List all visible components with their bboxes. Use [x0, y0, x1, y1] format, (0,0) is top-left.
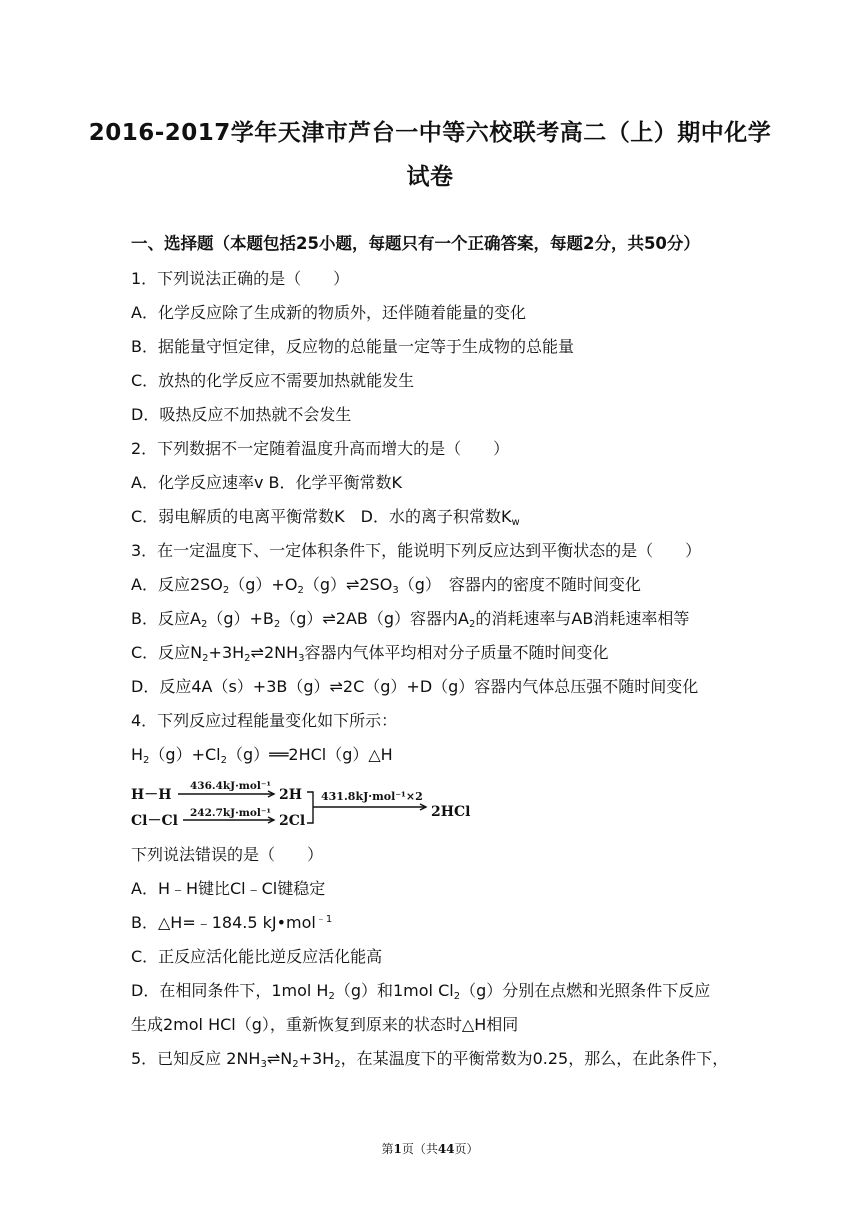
q1-stem: 1．下列说法正确的是（ ）: [131, 269, 350, 288]
subscript: 2: [469, 619, 476, 630]
q2-options-cd: [131, 507, 520, 527]
footer-page-number: 1: [393, 1142, 402, 1156]
text: （g）分别在点燃和光照条件下反应: [460, 981, 711, 1000]
q3-stem: 3．在一定温度下、一定体积条件下，能说明下列反应达到平衡状态的是（ ）: [131, 541, 702, 560]
text: 容器内气体平均相对分子质量不随时间变化: [304, 643, 609, 662]
subscript: 2: [297, 585, 304, 596]
superscript: ﹣1: [315, 914, 333, 925]
q2-options-cd-text: C．弱电解质的电离平衡常数K D．水的离子积常数K: [131, 507, 512, 526]
diagram-product-2cl: 2Cl: [279, 813, 306, 829]
text: H: [131, 745, 144, 764]
subscript: 2: [202, 653, 209, 664]
text: （g）⇌2SO: [303, 575, 393, 594]
q3-option-b: [131, 609, 689, 629]
text: 5．已知反应 2NH: [131, 1049, 261, 1068]
subscript: 2: [328, 991, 335, 1002]
text: ⇌2NH: [250, 643, 299, 662]
text: B．△H=﹣184.5 kJ•mol: [131, 913, 316, 932]
text: B．反应A: [131, 609, 201, 628]
subscript: 2: [222, 585, 230, 596]
subscript: 2: [244, 653, 251, 664]
diagram-clcl-label: Cl－Cl: [131, 813, 178, 829]
document-title-line1: 2016-2017学年天津市芦台一中等六校联考高二（上）期中化学: [88, 120, 772, 146]
subscript: 2: [200, 619, 208, 630]
footer-text: 第: [381, 1142, 394, 1156]
document-title-line2: 试卷: [406, 164, 454, 190]
text: （g）+Cl: [149, 745, 221, 764]
text: （g） 容器内的密度不随时间变化: [398, 575, 641, 594]
text: +3H: [208, 643, 245, 662]
q4-equation: [131, 745, 393, 765]
q1-option-c: C．放热的化学反应不需要加热就能发生: [131, 371, 415, 390]
subscript: 2: [334, 1059, 341, 1070]
bond-energy-diagram: [131, 778, 476, 830]
subscript: 2: [220, 755, 227, 766]
diagram-bracket: [307, 792, 313, 823]
diagram-energy-hh: 436.4kJ·mol⁻¹: [190, 780, 272, 792]
q3-option-d: D．反应4A（s）+3B（g）⇌2C（g）+D（g）容器内气体总压强不随时间变化: [131, 677, 699, 696]
q2-options-ab: A．化学反应速率v B．化学平衡常数K: [131, 473, 402, 492]
subscript: 2: [273, 619, 281, 630]
q4-option-d-line1: [131, 981, 710, 1001]
q4-option-b: [131, 913, 332, 933]
text: 的消耗速率与AB消耗速率相等: [475, 609, 690, 628]
footer-text: 页）: [454, 1142, 479, 1156]
diagram-energy-hcl: 431.8kJ·mol⁻¹×2: [321, 790, 423, 803]
text: C．反应N: [131, 643, 203, 662]
text: ，在某温度下的平衡常数为0.25，那么，在此条件下，: [340, 1049, 729, 1068]
subscript: w: [511, 517, 520, 528]
page-footer: [0, 1140, 860, 1157]
text: （g）══2HCl（g）△H: [226, 745, 393, 764]
text: +3H: [298, 1049, 335, 1068]
subscript: 2: [143, 755, 150, 766]
q3-option-a: [131, 575, 641, 595]
q4-ask: 下列说法错误的是（ ）: [131, 845, 324, 864]
q4-stem: 4．下列反应过程能量变化如下所示：: [131, 711, 398, 730]
text: （g）+O: [229, 575, 298, 594]
q1-option-b: B．据能量守恒定律，反应物的总能量一定等于生成物的总能量: [131, 337, 574, 356]
q5-stem: [131, 1049, 728, 1069]
subscript: 3: [392, 585, 399, 596]
q1-option-d: D．吸热反应不加热就不会发生: [131, 405, 352, 424]
q4-option-a: A．H﹣H键比Cl﹣Cl键稳定: [131, 879, 326, 898]
section-heading: 一、选择题（本题包括25小题，每题只有一个正确答案，每题2分，共50分）: [131, 234, 700, 253]
subscript: 3: [298, 653, 305, 664]
q4-option-d-line2: 生成2mol HCl（g），重新恢复到原来的状态时△H相同: [131, 1015, 519, 1034]
text: （g）和1mol Cl: [334, 981, 454, 1000]
subscript: 2: [292, 1059, 299, 1070]
subscript: 3: [260, 1059, 267, 1070]
footer-total-pages: 44: [437, 1142, 455, 1156]
text: （g）⇌2AB（g）容器内A: [280, 609, 470, 628]
q2-stem: 2．下列数据不一定随着温度升高而增大的是（ ）: [131, 439, 510, 458]
text: ⇌N: [266, 1049, 293, 1068]
text: D．在相同条件下，1mol H: [131, 981, 329, 1000]
q1-option-a: A．化学反应除了生成新的物质外，还伴随着能量的变化: [131, 303, 526, 322]
footer-text: 页（共: [401, 1142, 438, 1156]
text: （g）+B: [207, 609, 274, 628]
subscript: 2: [453, 991, 461, 1002]
diagram-hh-label: H－H: [131, 787, 172, 803]
text: A．反应2SO: [131, 575, 223, 594]
diagram-product-2h: 2H: [279, 787, 302, 803]
q4-option-c: C．正反应活化能比逆反应活化能高: [131, 947, 383, 966]
diagram-product-2hcl: 2HCl: [431, 804, 471, 820]
diagram-energy-clcl: 242.7kJ·mol⁻¹: [190, 807, 272, 819]
q3-option-c: [131, 643, 609, 663]
